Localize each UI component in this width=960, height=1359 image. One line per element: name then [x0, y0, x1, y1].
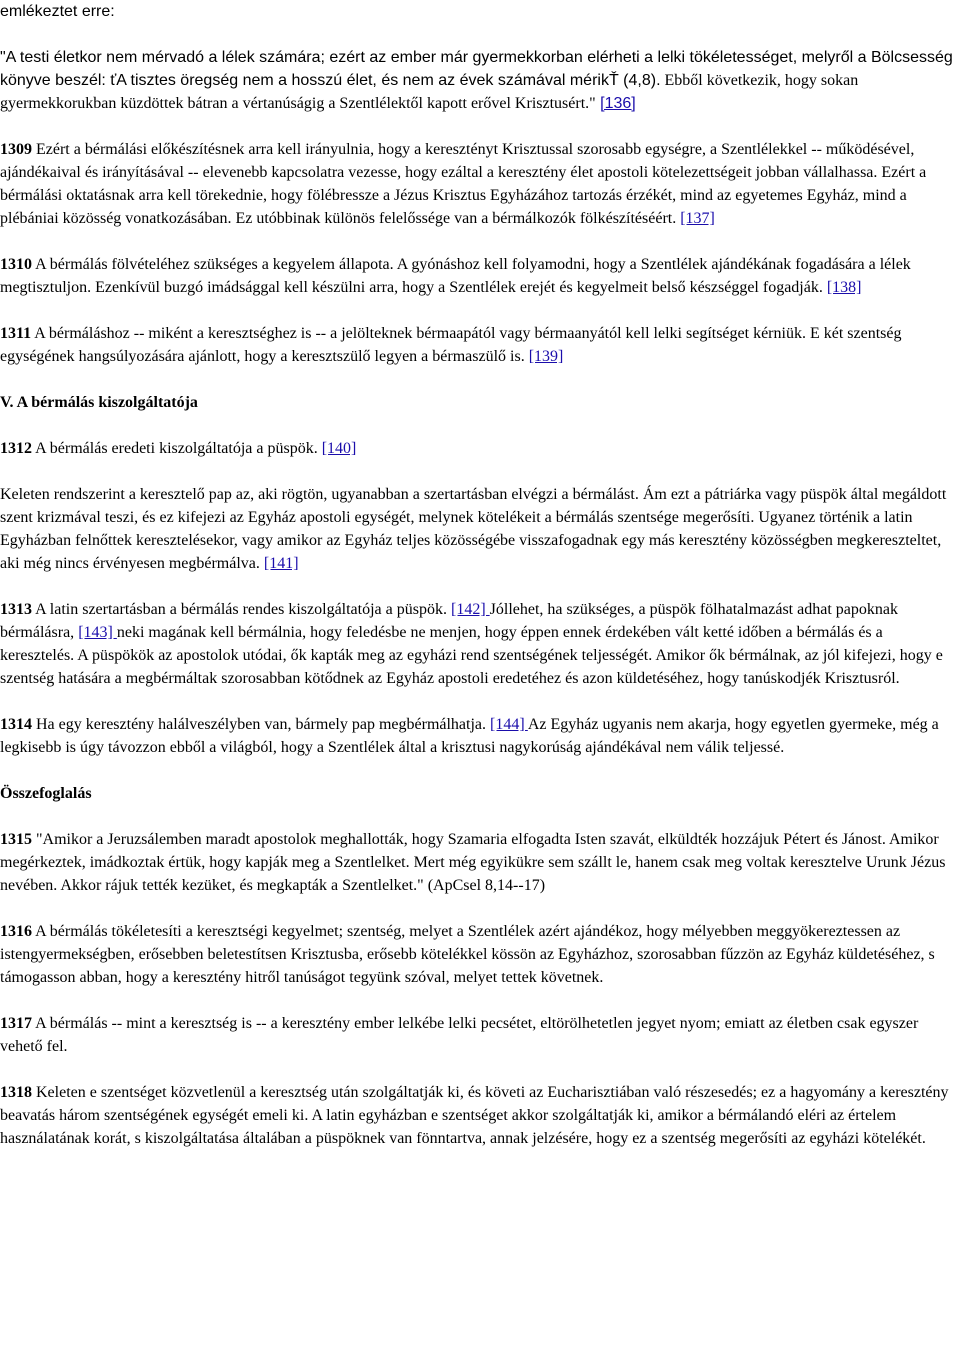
quote-paragraph [0, 46, 960, 115]
paragraph-number: 1311 [0, 325, 32, 342]
section-heading-v: V. A bérmálás kiszolgáltatója [0, 394, 198, 411]
paragraph-text: A bérmálás fölvételéhez szükséges a kegyelem állapota. A gyónáshoz kell folyamodni, hogy a Szentlélek ajándékának fogadására a lélek megtisztuljon. Ezenkívül buzgó imádsággal kell készülni arra, hogy a Szentlélek erejét és kegyelmeit belső készséggel fogadják. [0, 256, 911, 296]
paragraph-text: A latin szertartásban a bérmálás rendes kiszolgáltatója a püspök. [32, 601, 447, 618]
paragraph-text: Ha egy keresztény halálveszélyben van, bármely pap megbérmálhatja. [32, 716, 487, 733]
paragraph-1315 [0, 828, 960, 897]
paragraph-text-c: neki magának kell bérmálnia, hogy feledésbe ne menjen, hogy éppen ennek érdekében vált ketté időben a bérmálás és a keresztelés. A püspökök az apostolok utódai, ők kapták meg az egyházi rend szentségének teljességét. Amikor ők bérmálnak, az jól kifejezi, hogy e szentség hatására a megbérmáltak szorosabban kötődnek az Egyház apostoli eredetéhez és azon küldetéséhez, hogy tanúskodjék Krisztusról. [0, 624, 943, 687]
section-heading-summary: Összefoglalás [0, 785, 92, 802]
paragraph-text: A bérmáláshoz -- miként a keresztséghez is -- a jelölteknek bérmaapától vagy bérmaanyától kell lelki segítséget kérniük. E két szentség egységének hangsúlyozására ajánlott, hogy a keresztszülő legyen a bérmaszülő is. [0, 325, 902, 365]
footnote-link-136[interactable]: [136] [600, 95, 636, 112]
paragraph-text-b: Jóllehet, ha szükséges, a püspök fölhatalmazást adhat papoknak bérmálásra, [0, 601, 898, 641]
paragraph-number: 1314 [0, 716, 32, 733]
paragraph-text: Ezért a bérmálási előkészítésnek arra kell irányulnia, hogy a keresztényt Krisztussal szorosabb egységre, a Szentlélekkel -- működésével, ajándékaival és irányításával -- elevenebb kapcsolatra vezesse, hogy ezáltal a keresztény élet apostoli kötelezettségeit jobban vállalhassa. Ezért a bérmálási oktatásnak arra kell törekednie, hogy fölébressze a Jézus Krisztus Egyházához tartozás érzékét, mind az egyetemes Egyház, mind a plébániai közösség vonatkozásában. Ez utóbbinak különös felelőssége van a bérmálkozók fölkészítéséért. [0, 141, 927, 227]
paragraph-1311 [0, 322, 960, 368]
paragraph-number: 1315 [0, 831, 32, 848]
footnote-link-144[interactable]: [144] [490, 716, 528, 733]
quote-lead: "A testi életkor nem mérvadó a lélek számára; ezért az ember már gyermekkorban elérheti a lelki tökéletességet, melyről a Bölcsesség könyve beszél: ťA tisztes öregség nem a hosszú élet, és nem az évek számával mérikŤ (4,8). [0, 49, 953, 89]
paragraph-text: A bérmálás -- mint a keresztség is -- a keresztény ember lelkébe lelki pecsétet, eltörölhetetlen jegyet nyom; emiatt az életben csak egyszer vehető fel. [0, 1015, 919, 1055]
paragraph-number: 1312 [0, 440, 32, 457]
paragraph-text: Keleten e szentséget közvetlenül a keresztség után szolgáltatják ki, és követi az Eucharisztiában való részesedés; ez a hagyomány a keresztény beavatás három szentségének egységét emeli ki. A latin egyházban e szentséget akkor szolgáltatják ki, amikor a bérmálandó eléri az értelem használatának korát, s kiszolgáltatása általában a püspöknek van fönntartva, annak jelzésére, hogy ez a szentség megerősíti az egyházi kötelékét. [0, 1084, 949, 1147]
paragraph-text: Keleten rendszerint a keresztelő pap az, aki rögtön, ugyanabban a szertartásban elvégzi a bérmálást. Ám ezt a pátriárka vagy püspök által megáldott szent krizmával teszi, és ez kifejezi az Egyház apostoli egységét, melynek kötelékeit a bérmálás szentsége megerősíti. Ugyanez történik a latin Egyházban felnőttek keresztelésekor, vagy amikor az Egyház teljes közösségébe visszafogadnak egy más keresztény közösségben megkereszteltet, aki még nincs érvényesen megbérmálva. [0, 486, 947, 572]
footnote-link-138[interactable]: [138] [826, 279, 862, 296]
paragraph-text: A bérmálás eredeti kiszolgáltatója a püspök. [32, 440, 318, 457]
paragraph-number: 1316 [0, 923, 32, 940]
paragraph-1317 [0, 1012, 960, 1058]
paragraph-1316 [0, 920, 960, 989]
footnote-link-141[interactable]: [141] [263, 555, 299, 572]
quote-rest: Ebből következik, hogy sokan gyermekkorukban küzdöttek bátran a vértanúságig a Szentlélektől kapott erővel Krisztusért." [0, 72, 859, 112]
footnote-link-140[interactable]: [140] [321, 440, 357, 457]
paragraph-number: 1317 [0, 1015, 32, 1032]
paragraph-number: 1313 [0, 601, 32, 618]
intro-text: emlékeztet erre: [0, 3, 115, 20]
paragraph-1313 [0, 598, 960, 690]
paragraph-1310 [0, 253, 960, 299]
footnote-link-143[interactable]: [143] [78, 624, 117, 641]
paragraph-1314 [0, 713, 960, 759]
paragraph-text: A bérmálás tökéletesíti a keresztségi kegyelmet; szentség, melyet a Szentlélek azért ajándékoz, hogy mélyebben meggyökereztessen az istengyermekségben, erősebben beletestítsen Krisztusba, erősebb kötelékkel kössön az Egyházhoz, szorosabban fűzzön az Egyház küldetéséhez, s támogasson abban, hogy a keresztény hitről tanúságot tegyünk szóval, melyet tettek követnek. [0, 923, 935, 986]
paragraph-1312 [0, 437, 960, 460]
footnote-link-137[interactable]: [137] [680, 210, 715, 227]
paragraph-number: 1318 [0, 1084, 32, 1101]
footnote-link-142[interactable]: [142] [450, 601, 490, 618]
footnote-link-139[interactable]: [139] [528, 348, 564, 365]
intro-line [0, 0, 960, 23]
paragraph-keleten [0, 483, 960, 575]
paragraph-1309 [0, 138, 960, 230]
paragraph-text-b: Az Egyház ugyanis nem akarja, hogy egyetlen gyermeke, még a legkisebb is úgy távozzon ebből a világból, hogy a Szentlélek által a krisztusi nagykorúság ajándékával nem válik teljessé. [0, 716, 939, 756]
paragraph-text: "Amikor a Jeruzsálemben maradt apostolok meghallották, hogy Szamaria elfogadta Isten szavát, elküldték hozzájuk Pétert és Jánost. Amikor megérkeztek, imádkoztak értük, hogy kapják meg a Szentlelket. Mert még egyikükre sem szállt le, hanem csak meg voltak keresztelve Urunk Jézus nevében. Akkor rájuk tették kezüket, és megkapták a Szentlelket." (ApCsel 8,14--17) [0, 831, 946, 894]
paragraph-number: 1309 [0, 141, 32, 158]
paragraph-1318 [0, 1081, 960, 1150]
paragraph-number: 1310 [0, 256, 32, 273]
